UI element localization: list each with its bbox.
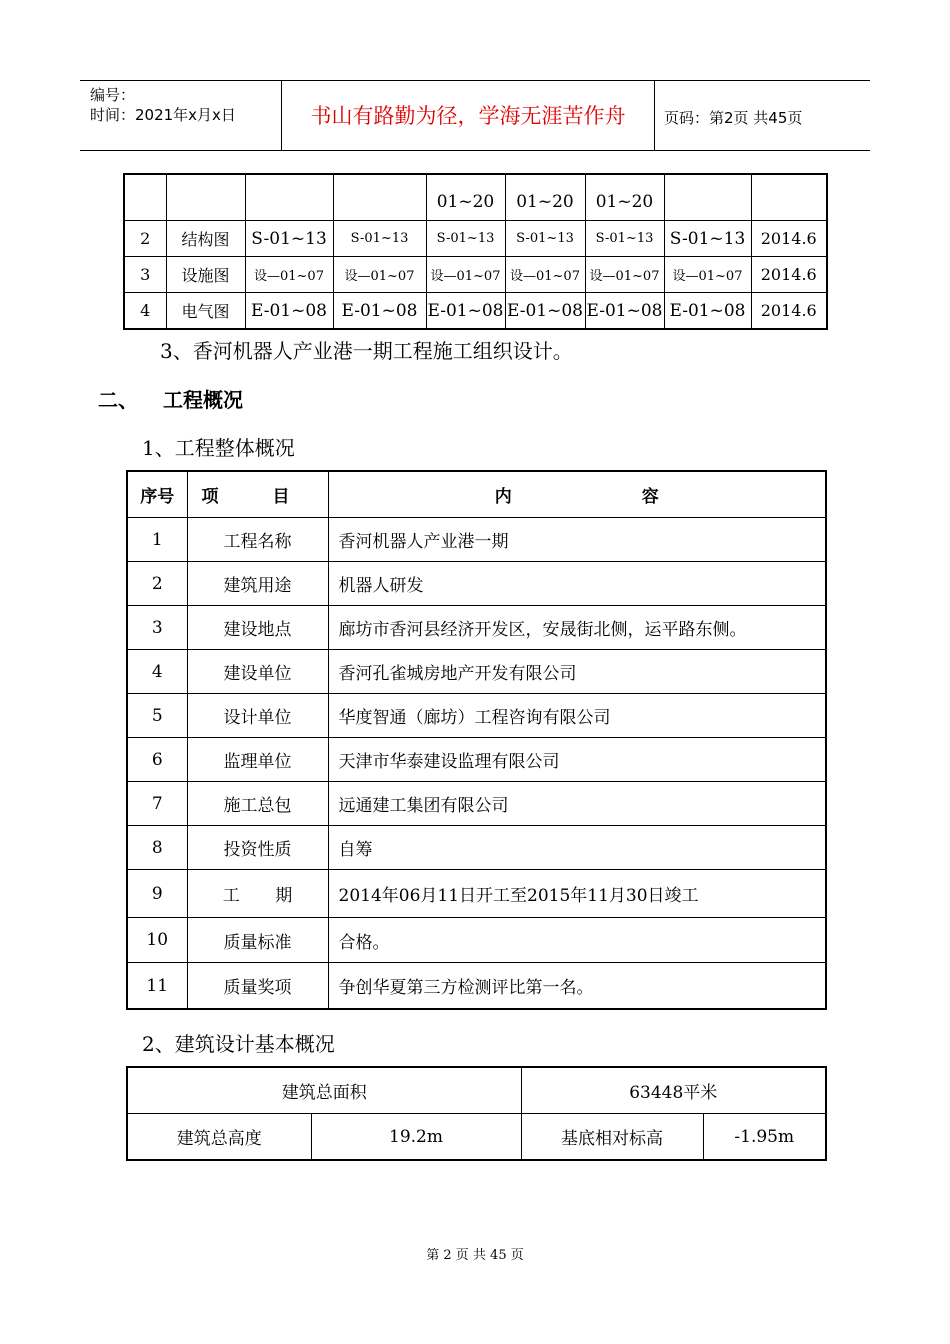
table-cell xyxy=(245,174,333,221)
base-elevation-value: -1.95m xyxy=(703,1114,826,1161)
table-cell xyxy=(333,174,426,221)
header-divider xyxy=(654,80,655,150)
drawing-code: 设—01~07 xyxy=(505,257,585,293)
drawing-code: E-01~08 xyxy=(426,293,505,330)
row-content: 香河机器人产业港一期 xyxy=(328,518,826,562)
drawing-code: 设—01~07 xyxy=(245,257,333,293)
row-number: 11 xyxy=(127,963,187,1010)
row-number: 2 xyxy=(127,562,187,606)
row-item: 建设地点 xyxy=(187,606,328,650)
drawing-code: S-01~13 xyxy=(245,221,333,257)
row-number: 2 xyxy=(124,221,166,257)
row-item: 施工总包 xyxy=(187,782,328,826)
table-row xyxy=(127,782,826,826)
drawing-name: 结构图 xyxy=(166,221,245,257)
overview-table xyxy=(126,470,827,1010)
table-row xyxy=(127,650,826,694)
total-height-label: 建筑总高度 xyxy=(127,1114,311,1161)
page-footer: 第 2 页 共 45 页 xyxy=(426,1248,524,1263)
row-number: 1 xyxy=(127,518,187,562)
doc-number-label: 编号： xyxy=(90,86,136,104)
row-content: 廊坊市香河县经济开发区，安晟街北侧，运平路东侧。 xyxy=(328,606,826,650)
base-elevation-label: 基底相对标高 xyxy=(521,1114,703,1161)
row-number: 6 xyxy=(127,738,187,782)
row-item: 设计单位 xyxy=(187,694,328,738)
table-cell xyxy=(751,174,827,221)
drawing-code: E-01~08 xyxy=(664,293,751,330)
table-row xyxy=(127,870,826,918)
total-area-label: 建筑总面积 xyxy=(127,1067,521,1114)
table-cell: 01~20 xyxy=(426,174,505,221)
table-header-row xyxy=(127,471,826,518)
total-area-value: 63448平米 xyxy=(521,1067,826,1114)
drawing-code: 设—01~07 xyxy=(585,257,664,293)
drawing-code: 设—01~07 xyxy=(664,257,751,293)
drawing-code: S-01~13 xyxy=(426,221,505,257)
table-row xyxy=(124,174,827,221)
table-cell xyxy=(124,174,166,221)
drawing-code: E-01~08 xyxy=(245,293,333,330)
table-row xyxy=(127,1114,826,1161)
row-item: 建设单位 xyxy=(187,650,328,694)
table-row xyxy=(127,562,826,606)
drawing-date: 2014.6 xyxy=(751,221,827,257)
column-header-no: 序号 xyxy=(127,471,187,518)
building-table xyxy=(126,1066,827,1161)
table-row xyxy=(127,518,826,562)
row-number: 10 xyxy=(127,918,187,963)
row-item: 工程名称 xyxy=(187,518,328,562)
drawing-code: 设—01~07 xyxy=(333,257,426,293)
row-content: 华度智通（廊坊）工程咨询有限公司 xyxy=(328,694,826,738)
drawing-table xyxy=(123,173,828,330)
row-item xyxy=(187,870,328,918)
table-row xyxy=(127,1067,826,1114)
row-item: 质量标准 xyxy=(187,918,328,963)
drawing-date: 2014.6 xyxy=(751,257,827,293)
table-cell xyxy=(166,174,245,221)
row-number: 5 xyxy=(127,694,187,738)
table-row xyxy=(124,221,827,257)
drawing-code: E-01~08 xyxy=(505,293,585,330)
drawing-code: E-01~08 xyxy=(585,293,664,330)
header-bottom-rule xyxy=(80,150,870,151)
drawing-code: S-01~13 xyxy=(333,221,426,257)
row-content: 香河孔雀城房地产开发有限公司 xyxy=(328,650,826,694)
drawing-code: S-01~13 xyxy=(664,221,751,257)
drawing-code: S-01~13 xyxy=(585,221,664,257)
row-content: 争创华夏第三方检测评比第一名。 xyxy=(328,963,826,1010)
row-item-text: 工 期 xyxy=(222,886,293,906)
section-number: 二、 xyxy=(98,388,138,412)
header-top-rule xyxy=(80,80,870,81)
table-row xyxy=(127,606,826,650)
row-number: 8 xyxy=(127,826,187,870)
column-header-content xyxy=(328,471,826,518)
row-content: 天津市华泰建设监理有限公司 xyxy=(328,738,826,782)
subsection-title: 1、工程整体概况 xyxy=(142,436,295,460)
row-content: 合格。 xyxy=(328,918,826,963)
row-number: 4 xyxy=(127,650,187,694)
row-number: 3 xyxy=(124,257,166,293)
drawing-name: 设施图 xyxy=(166,257,245,293)
row-number: 4 xyxy=(124,293,166,330)
row-content: 机器人研发 xyxy=(328,562,826,606)
header-motto: 书山有路勤为径，学海无涯苦作舟 xyxy=(310,104,626,128)
table-cell: 01~20 xyxy=(585,174,664,221)
row-number: 3 xyxy=(127,606,187,650)
drawing-code: S-01~13 xyxy=(505,221,585,257)
doc-time-label: 时间：2021年x月x日 xyxy=(90,106,236,124)
row-item: 建筑用途 xyxy=(187,562,328,606)
column-header-content-b: 容 xyxy=(641,487,659,507)
table-row xyxy=(124,257,827,293)
drawing-code: 设—01~07 xyxy=(426,257,505,293)
drawing-name: 电气图 xyxy=(166,293,245,330)
drawing-date: 2014.6 xyxy=(751,293,827,330)
table-row xyxy=(127,918,826,963)
table-row xyxy=(127,738,826,782)
column-header-content-a: 内 xyxy=(494,487,512,507)
row-content: 自筹 xyxy=(328,826,826,870)
item-3-text: 3、香河机器人产业港一期工程施工组织设计。 xyxy=(160,339,573,363)
row-item: 投资性质 xyxy=(187,826,328,870)
row-item: 质量奖项 xyxy=(187,963,328,1010)
table-cell: 01~20 xyxy=(505,174,585,221)
drawing-code: E-01~08 xyxy=(333,293,426,330)
row-content: 2014年06月11日开工至2015年11月30日竣工 xyxy=(328,870,826,918)
section-title: 工程概况 xyxy=(163,388,243,412)
table-row xyxy=(127,963,826,1010)
table-cell xyxy=(664,174,751,221)
row-number: 7 xyxy=(127,782,187,826)
row-number: 9 xyxy=(127,870,187,918)
page-code: 页码：第2页 共45页 xyxy=(664,109,803,127)
table-row xyxy=(127,826,826,870)
column-header-item-text: 项 目 xyxy=(201,487,314,507)
table-row xyxy=(127,694,826,738)
column-header-item xyxy=(187,471,328,518)
row-item: 监理单位 xyxy=(187,738,328,782)
row-content: 远通建工集团有限公司 xyxy=(328,782,826,826)
total-height-value: 19.2m xyxy=(311,1114,521,1161)
subsection-title: 2、建筑设计基本概况 xyxy=(142,1032,335,1056)
table-row xyxy=(124,293,827,330)
